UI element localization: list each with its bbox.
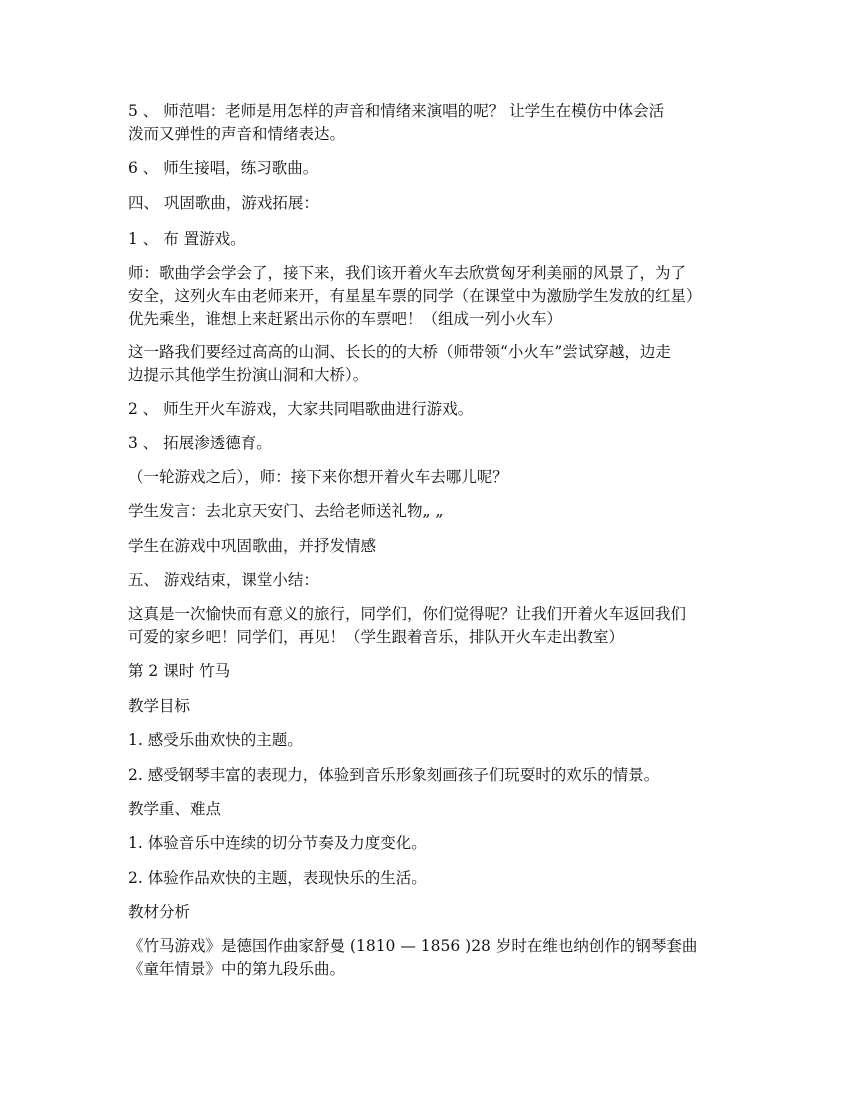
text-line: 1. 体验音乐中连续的切分节奏及力度变化。 (128, 834, 427, 852)
key-point-item-1 (128, 832, 738, 855)
text-line: 安全，这列火车由老师来开，有星星车票的同学（在课堂中为激励学生发放的红星） (128, 287, 702, 305)
text-line: 四、 巩固歌曲，游戏拓展： (128, 194, 319, 212)
text-line: 《童年情景》中的第九段乐曲。 (128, 960, 346, 978)
text-line: 学生在游戏中巩固歌曲，并抒发情感 (128, 537, 377, 555)
text-line: 6 、 师生接唱，练习歌曲。 (128, 159, 319, 177)
text-line: 教学重、难点 (128, 800, 222, 818)
text-line: 第 2 课时 竹马 (128, 662, 231, 680)
paragraph-journey (128, 341, 738, 387)
paragraph-material-analysis (128, 935, 738, 981)
goal-item-1 (128, 729, 738, 752)
text-line: 可爱的家乡吧！同学们，再见！（学生跟着音乐，排队开火车走出教室） (128, 628, 625, 646)
paragraph-step-5 (128, 100, 738, 146)
key-point-item-2 (128, 867, 738, 890)
text-line: 五、 游戏结束，课堂小结： (128, 571, 319, 589)
text-line: 3 、 拓展渗透德育。 (128, 434, 272, 452)
section-heading-4 (128, 192, 738, 215)
paragraph-after-game (128, 466, 738, 489)
text-line: 学生发言：去北京天安门、去给老师送礼物„ „ (128, 502, 444, 520)
lesson-title (128, 660, 738, 683)
text-line: 2. 感受钢琴丰富的表现力，体验到音乐形象刻画孩子们玩耍时的欢乐的情景。 (128, 766, 660, 784)
paragraph-item-2 (128, 398, 738, 421)
text-line: 教材分析 (128, 903, 191, 921)
text-line: 2 、 师生开火车游戏，大家共同唱歌曲进行游戏。 (128, 400, 474, 418)
text-line: 2. 体验作品欢快的主题，表现快乐的生活。 (128, 869, 427, 887)
section-heading-5 (128, 569, 738, 592)
heading-material-analysis (128, 901, 738, 924)
paragraph-step-6 (128, 157, 738, 180)
paragraph-item-3 (128, 432, 738, 455)
text-line: （一轮游戏之后），师：接下来你想开着火车去哪儿呢？ (128, 468, 508, 486)
text-line: 1. 感受乐曲欢快的主题。 (128, 731, 303, 749)
paragraph-student-speech (128, 500, 738, 523)
heading-teaching-goals (128, 695, 738, 718)
text-line: 教学目标 (128, 697, 191, 715)
paragraph-consolidate (128, 535, 738, 558)
text-line: 这真是一次愉快而有意义的旅行，同学们，你们觉得呢？让我们开着火车返回我们 (128, 605, 687, 623)
goal-item-2 (128, 764, 738, 787)
text-line: 边提示其他学生扮演山洞和大桥）。 (128, 366, 369, 384)
paragraph-item-1 (128, 228, 738, 251)
text-line: 1 、 布 置游戏。 (128, 230, 246, 248)
text-line: 这一路我们要经过高高的山洞、长长的的大桥（师带领“小火车”尝试穿越，边走 (128, 343, 671, 361)
paragraph-teacher-intro (128, 262, 738, 331)
text-line: 优先乘坐，谁想上来赶紧出示你的车票吧！（组成一列小火车） (128, 310, 563, 328)
text-line: 泼而又弹性的声音和情绪表达。 (128, 125, 346, 143)
text-line: 师：歌曲学会学会了，接下来，我们该开着火车去欣赏匈牙利美丽的风景了，为了 (128, 264, 687, 282)
text-line: 5 、 师范唱：老师是用怎样的声音和情绪来演唱的呢？ 让学生在模仿中体会活 (128, 102, 665, 120)
heading-key-points (128, 798, 738, 821)
paragraph-summary (128, 603, 738, 649)
text-line: 《竹马游戏》是德国作曲家舒曼 (1810 — 1856 )28 岁时在维也纳创作的钢琴套曲 (128, 937, 698, 955)
